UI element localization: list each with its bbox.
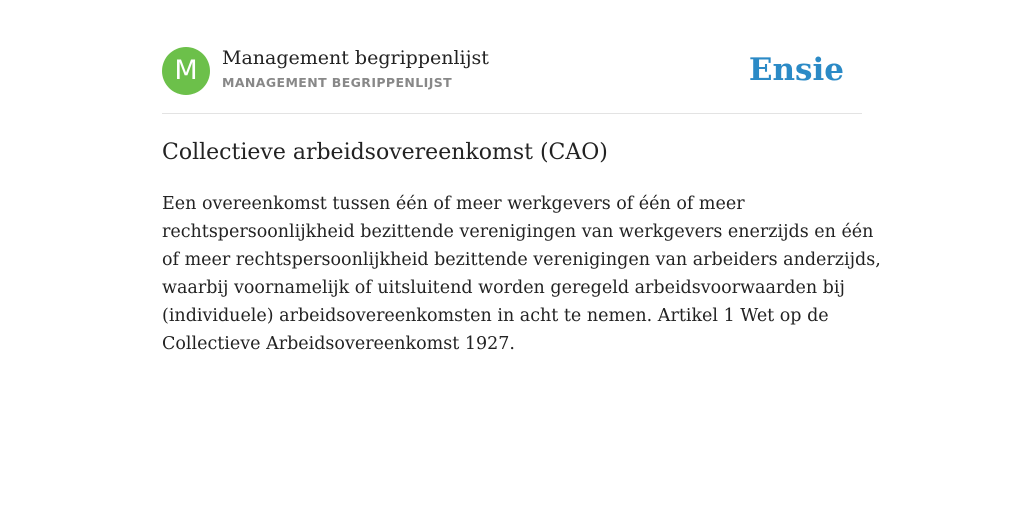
term-title: Collectieve arbeidsovereenkomst (CAO) xyxy=(162,140,608,165)
site-title[interactable]: Management begrippenlijst xyxy=(222,47,489,69)
definition-line: Een overeenkomst tussen één of meer werkgevers of één of meer xyxy=(162,194,745,214)
definition-line: Collectieve Arbeidsovereenkomst 1927. xyxy=(162,334,515,354)
header xyxy=(162,46,862,96)
page xyxy=(162,0,881,512)
definition-line: waarbij voornamelijk of uitsluitend worden geregeld arbeidsvoorwaarden bij xyxy=(162,278,845,298)
definition-line: of meer rechtspersoonlijkheid bezittende verenigingen van arbeiders anderzijds, xyxy=(162,250,881,270)
term-definition xyxy=(162,190,881,358)
definition-line: rechtspersoonlijkheid bezittende verenigingen van werkgevers enerzijds en één xyxy=(162,222,874,242)
definition-line: (individuele) arbeidsovereenkomsten in acht te nemen. Artikel 1 Wet op de xyxy=(162,306,829,326)
avatar[interactable]: M xyxy=(162,47,210,95)
divider xyxy=(162,113,862,114)
brand-logo[interactable]: Ensie xyxy=(748,52,844,88)
site-subtitle: MANAGEMENT BEGRIPPENLIJST xyxy=(222,75,453,90)
